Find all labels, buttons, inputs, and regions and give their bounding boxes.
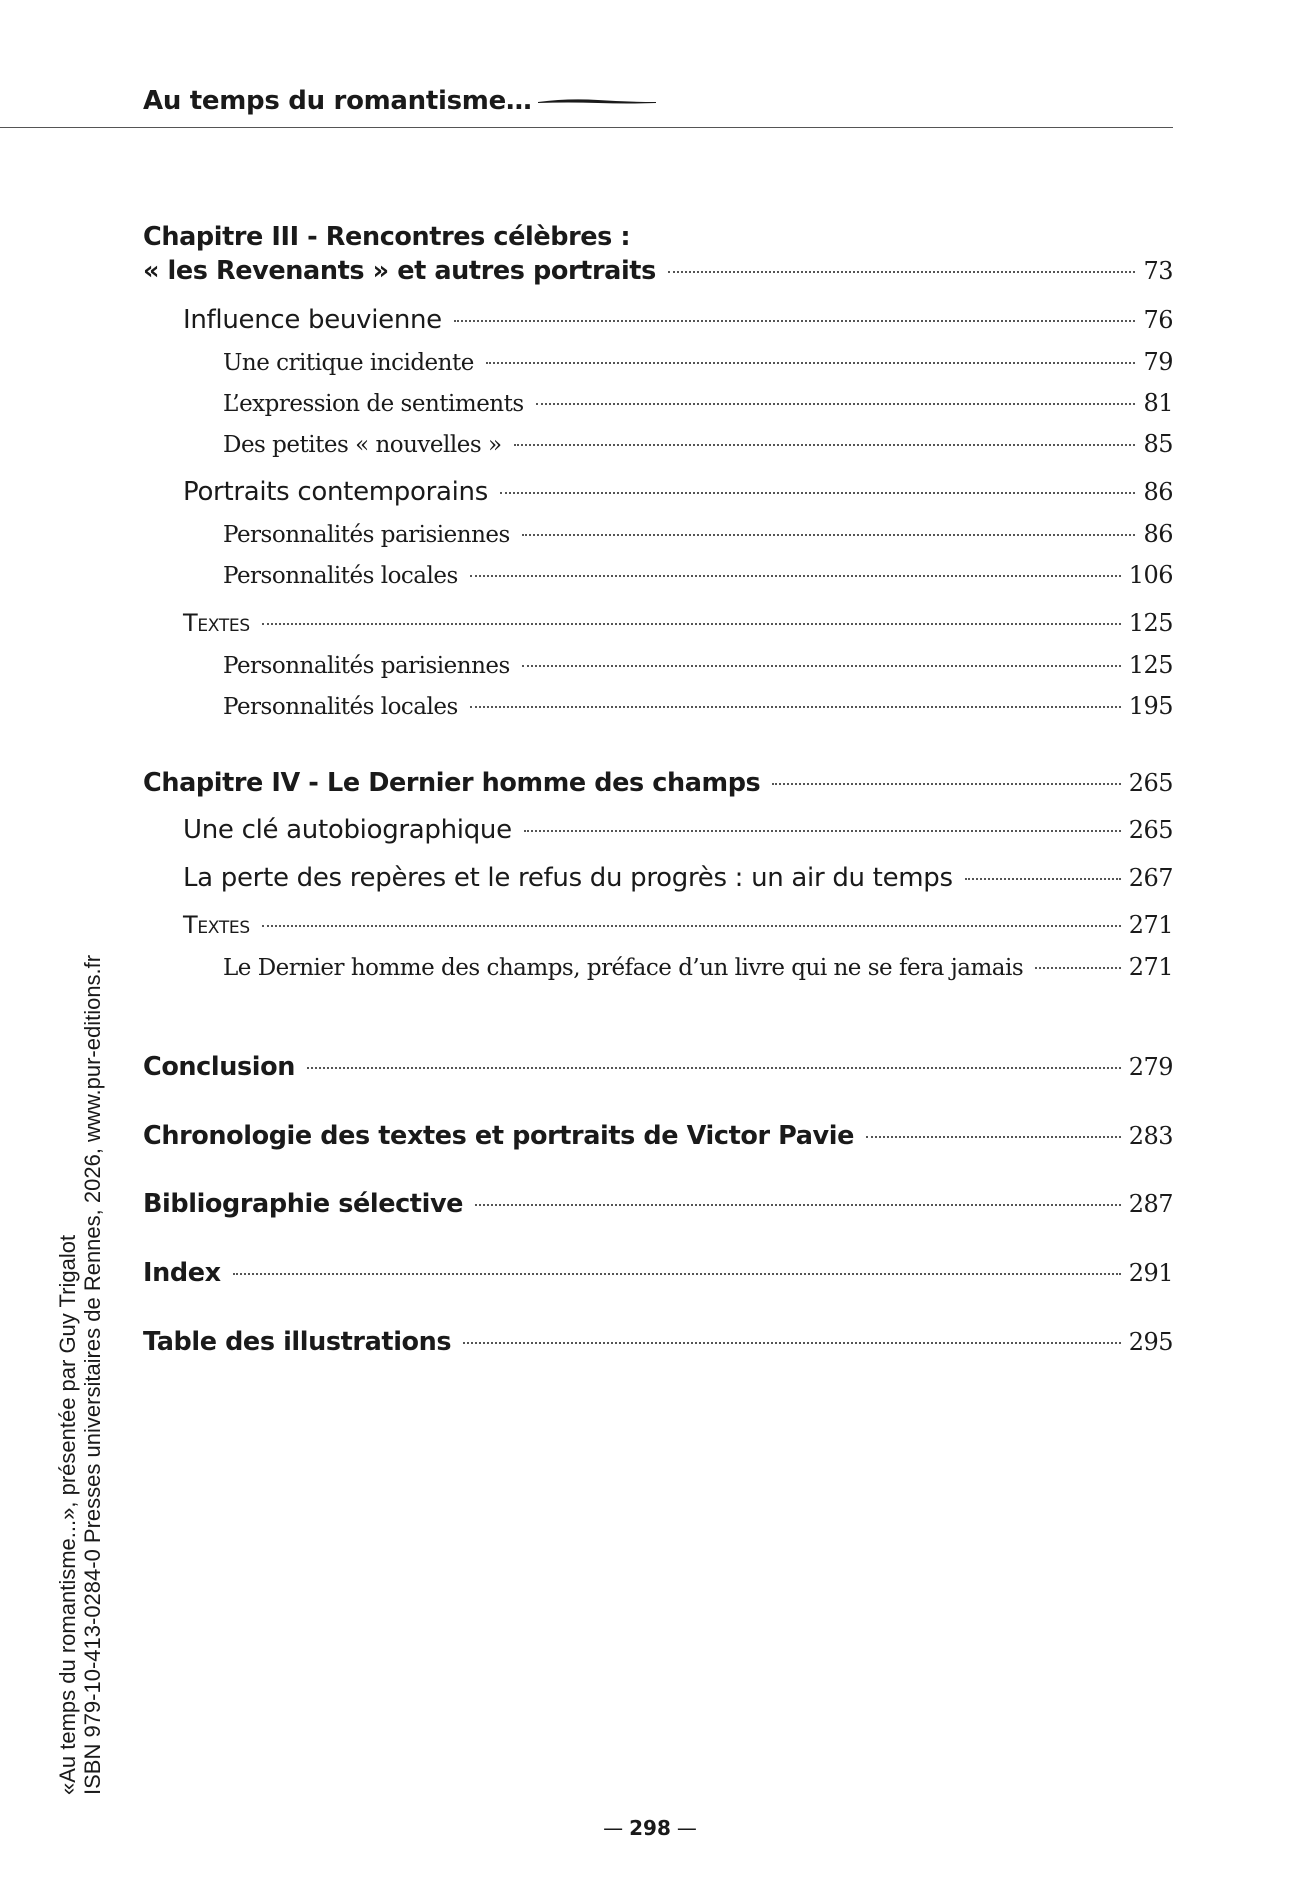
running-head-title: Au temps du romantisme… xyxy=(143,86,532,116)
toc-page-number: 265 xyxy=(1128,816,1173,844)
toc-entry-conclusion[interactable] xyxy=(143,1052,1173,1082)
dot-leader xyxy=(470,575,1121,577)
dot-leader xyxy=(668,271,1136,273)
toc-entry-title: Textes xyxy=(183,609,250,637)
toc-entry-title: « les Revenants » et autres portraits xyxy=(143,256,656,286)
dot-leader xyxy=(463,1342,1120,1344)
toc-entry-bibliographie[interactable] xyxy=(143,1189,1173,1219)
page-number: 298 xyxy=(629,1816,671,1840)
toc-entry-section[interactable] xyxy=(183,477,1173,507)
toc-entry-title: Portraits contemporains xyxy=(183,477,488,507)
toc-entry-chapter-3[interactable] xyxy=(143,256,1173,286)
toc-page-number: 287 xyxy=(1128,1190,1173,1218)
dot-leader xyxy=(524,830,1121,832)
toc-entry-title: Conclusion xyxy=(143,1052,295,1082)
toc-entry-title: Personnalités parisiennes xyxy=(223,653,510,679)
dot-leader xyxy=(233,1273,1121,1275)
header-rule xyxy=(0,127,1173,128)
toc-entry-title: Une clé autobiographique xyxy=(183,815,512,845)
dot-leader xyxy=(536,403,1136,405)
toc-entry-subsection[interactable] xyxy=(223,953,1173,981)
dot-leader xyxy=(262,623,1121,625)
toc-entry-section[interactable] xyxy=(183,305,1173,335)
toc-entry-title: Index xyxy=(143,1258,221,1288)
toc-page-number: 73 xyxy=(1143,257,1173,285)
toc-entry-section[interactable] xyxy=(183,815,1173,845)
toc-entry-title: Textes xyxy=(183,911,250,939)
toc-entry-table-illustrations[interactable] xyxy=(143,1327,1173,1357)
toc-page-number: 195 xyxy=(1128,692,1173,720)
toc-page-number: 125 xyxy=(1128,651,1173,679)
page-folio xyxy=(0,1816,1300,1840)
toc-page-number: 267 xyxy=(1128,864,1173,892)
toc-entry-title: Bibliographie sélective xyxy=(143,1189,464,1219)
dot-leader xyxy=(486,362,1136,364)
toc-page-number: 291 xyxy=(1128,1259,1173,1287)
dot-leader xyxy=(772,783,1120,785)
toc-page-number: 79 xyxy=(1143,348,1173,376)
toc-entry-title: Influence beuvienne xyxy=(183,305,442,335)
toc-entry-subsection[interactable] xyxy=(223,430,1173,458)
toc-entry-chronologie[interactable] xyxy=(143,1121,1173,1151)
toc-entry-chapter-4[interactable] xyxy=(143,768,1173,798)
toc-page-number: 76 xyxy=(1143,306,1173,334)
toc-entry-subsection[interactable] xyxy=(223,651,1173,679)
toc-page-number: 295 xyxy=(1128,1328,1173,1356)
toc-entry-title: La perte des repères et le refus du progrès : un air du temps xyxy=(183,863,953,893)
dot-leader xyxy=(866,1136,1121,1138)
toc-entry-subsection[interactable] xyxy=(223,348,1173,376)
toc-entry-title: Chapitre IV - Le Dernier homme des champs xyxy=(143,768,761,798)
folio-dash-icon: — xyxy=(603,1816,624,1840)
toc-entry-index[interactable] xyxy=(143,1258,1173,1288)
dot-leader xyxy=(965,878,1121,880)
dot-leader xyxy=(1035,967,1121,969)
toc-page-number: 283 xyxy=(1128,1122,1173,1150)
dot-leader xyxy=(522,534,1136,536)
toc-page-number: 86 xyxy=(1143,520,1173,548)
side-credit-line2: ISBN 979-10-413-0284-0 Presses universitaires de Rennes, 2026, www.pur-editions.fr xyxy=(80,954,105,1795)
dot-leader xyxy=(262,925,1121,927)
toc-entry-subsection[interactable] xyxy=(223,561,1173,589)
toc-page-number: 81 xyxy=(1143,389,1173,417)
dot-leader xyxy=(307,1067,1121,1069)
toc-entry-subsection[interactable] xyxy=(223,520,1173,548)
toc-page-number: 85 xyxy=(1143,430,1173,458)
side-credit-line1: «Au temps du romantisme...», présentée par Guy Trigalot xyxy=(55,1234,80,1795)
toc-page-number: 86 xyxy=(1143,478,1173,506)
toc-entry-subsection[interactable] xyxy=(223,692,1173,720)
dot-leader xyxy=(522,665,1121,667)
dot-leader xyxy=(500,492,1135,494)
toc-page-number: 271 xyxy=(1128,953,1173,981)
dot-leader xyxy=(475,1204,1121,1206)
toc-entry-section[interactable] xyxy=(183,863,1173,893)
chapter-3-title-line1: Chapitre III - Rencontres célèbres : xyxy=(143,222,631,252)
toc-entry-title: Une critique incidente xyxy=(223,350,474,376)
side-credit xyxy=(55,955,105,1795)
toc-entry-title: Table des illustrations xyxy=(143,1327,452,1357)
toc-page-number: 279 xyxy=(1128,1053,1173,1081)
dot-leader xyxy=(454,320,1136,322)
toc-page-number: 271 xyxy=(1128,911,1173,939)
toc-entry-section[interactable] xyxy=(183,609,1173,637)
dot-leader xyxy=(514,444,1136,446)
toc-entry-title: L’expression de sentiments xyxy=(223,391,524,417)
toc-page-number: 106 xyxy=(1128,561,1173,589)
toc-entry-title: Des petites « nouvelles » xyxy=(223,432,502,458)
toc-entry-title: Chronologie des textes et portraits de Victor Pavie xyxy=(143,1121,855,1151)
toc-entry-title: Personnalités locales xyxy=(223,563,458,589)
toc-entry-title: Personnalités parisiennes xyxy=(223,522,510,548)
toc-entry-title: Personnalités locales xyxy=(223,694,458,720)
toc-entry-title: Le Dernier homme des champs, préface d’un livre qui ne se fera jamais xyxy=(223,955,1024,981)
dot-leader xyxy=(470,706,1121,708)
toc-page-number: 125 xyxy=(1128,609,1173,637)
toc-entry-subsection[interactable] xyxy=(223,389,1173,417)
toc-page-number: 265 xyxy=(1128,769,1173,797)
running-head xyxy=(143,86,656,116)
swoosh-ornament-icon xyxy=(538,97,656,105)
folio-dash-icon: — xyxy=(676,1816,697,1840)
toc-entry-section[interactable] xyxy=(183,911,1173,939)
